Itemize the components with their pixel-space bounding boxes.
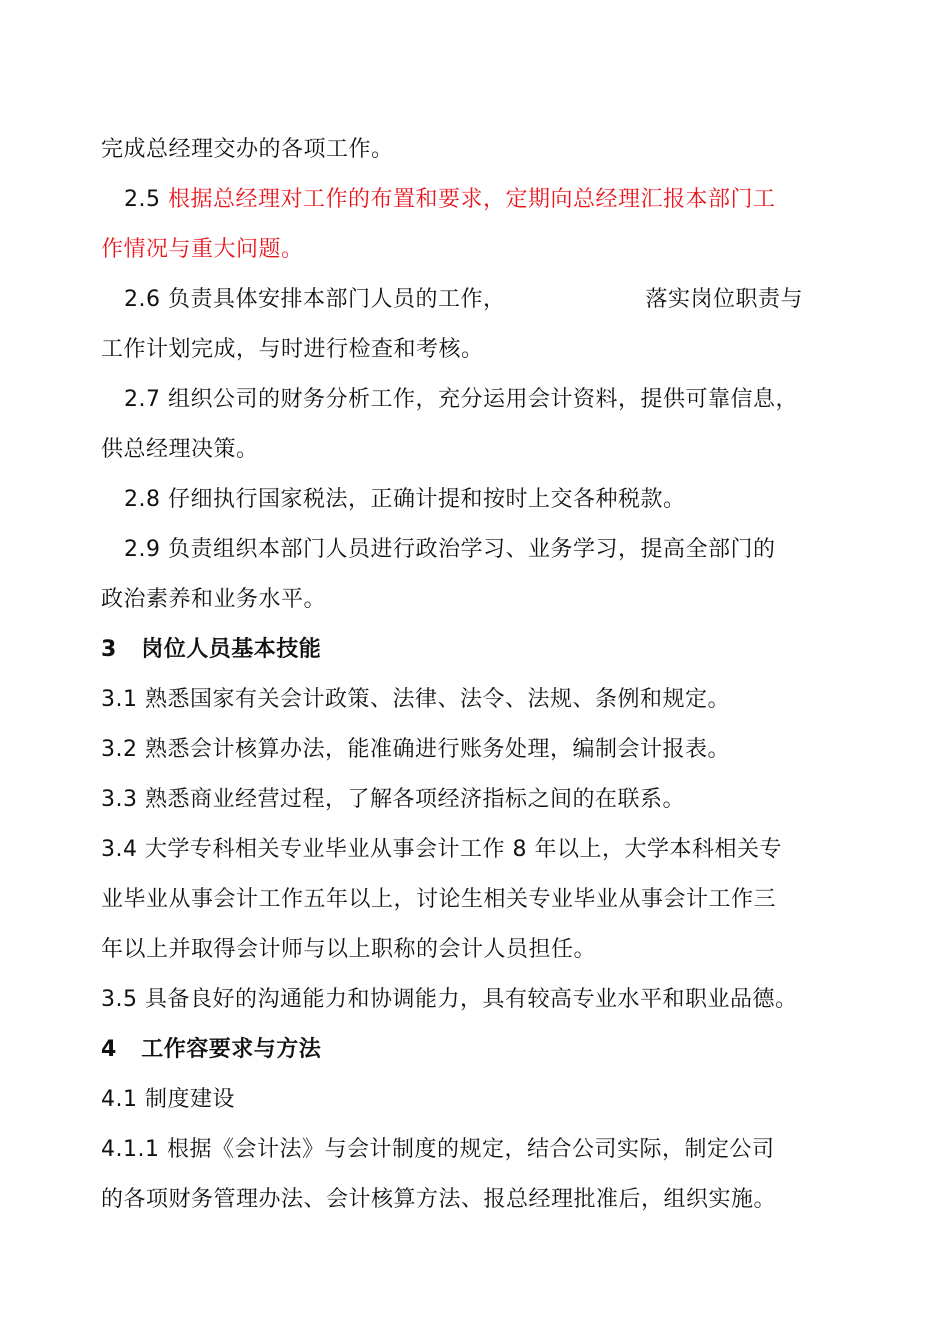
section-heading-4: 4 工作容要求与方法 (101, 1037, 322, 1062)
highlighted-text: 作情况与重大问题。 (101, 237, 304, 262)
paragraph-2-6 (124, 285, 803, 315)
paragraph-2-8: 2.8 仔细执行国家税法，正确计提和按时上交各种税款。 (124, 487, 686, 512)
paragraph-text: 落实岗位职责与 (645, 287, 803, 312)
paragraph-line: 的各项财务管理办法、会计核算方法、报总经理批准后，组织实施。 (101, 1187, 777, 1212)
paragraph-3-2: 3.2 熟悉会计核算办法，能准确进行账务处理，编制会计报表。 (101, 737, 730, 762)
paragraph-3-1: 3.1 熟悉国家有关会计政策、法律、法令、法规、条例和规定。 (101, 687, 730, 712)
highlighted-text: 根据总经理对工作的布置和要求，定期向总经理汇报本部门工 (168, 187, 776, 212)
paragraph-line: 完成总经理交办的各项工作。 (101, 137, 394, 162)
paragraph-2-5 (124, 185, 776, 215)
paragraph-line: 年以上并取得会计师与以上职称的会计人员担任。 (101, 937, 597, 962)
paragraph-4-1-1: 4.1.1 根据《会计法》与会计制度的规定，结合公司实际，制定公司 (101, 1137, 775, 1162)
subsection-heading-4-1: 4.1 制度建设 (101, 1087, 235, 1112)
paragraph-line: 政治素养和业务水平。 (101, 587, 327, 612)
paragraph-3-4: 3.4 大学专科相关专业毕业从事会计工作 8 年以上，大学本科相关专 (101, 837, 782, 862)
paragraph-3-3: 3.3 熟悉商业经营过程，了解各项经济指标之间的在联系。 (101, 787, 685, 812)
paragraph-3-5: 3.5 具备良好的沟通能力和协调能力，具有较高专业水平和职业品德。 (101, 987, 798, 1012)
clause-number: 2.5 (124, 187, 161, 212)
paragraph-text: 2.6 负责具体安排本部门人员的工作， (124, 287, 506, 312)
paragraph-2-9: 2.9 负责组织本部门人员进行政治学习、业务学习，提高全部门的 (124, 537, 776, 562)
paragraph-2-7: 2.7 组织公司的财务分析工作，充分运用会计资料，提供可靠信息， (124, 387, 798, 412)
paragraph-line: 工作计划完成，与时进行检查和考核。 (101, 337, 484, 362)
paragraph-line: 供总经理决策。 (101, 437, 259, 462)
section-heading-3: 3 岗位人员基本技能 (101, 637, 322, 662)
paragraph-line: 业毕业从事会计工作五年以上，讨论生相关专业毕业从事会计工作三 (101, 887, 777, 912)
